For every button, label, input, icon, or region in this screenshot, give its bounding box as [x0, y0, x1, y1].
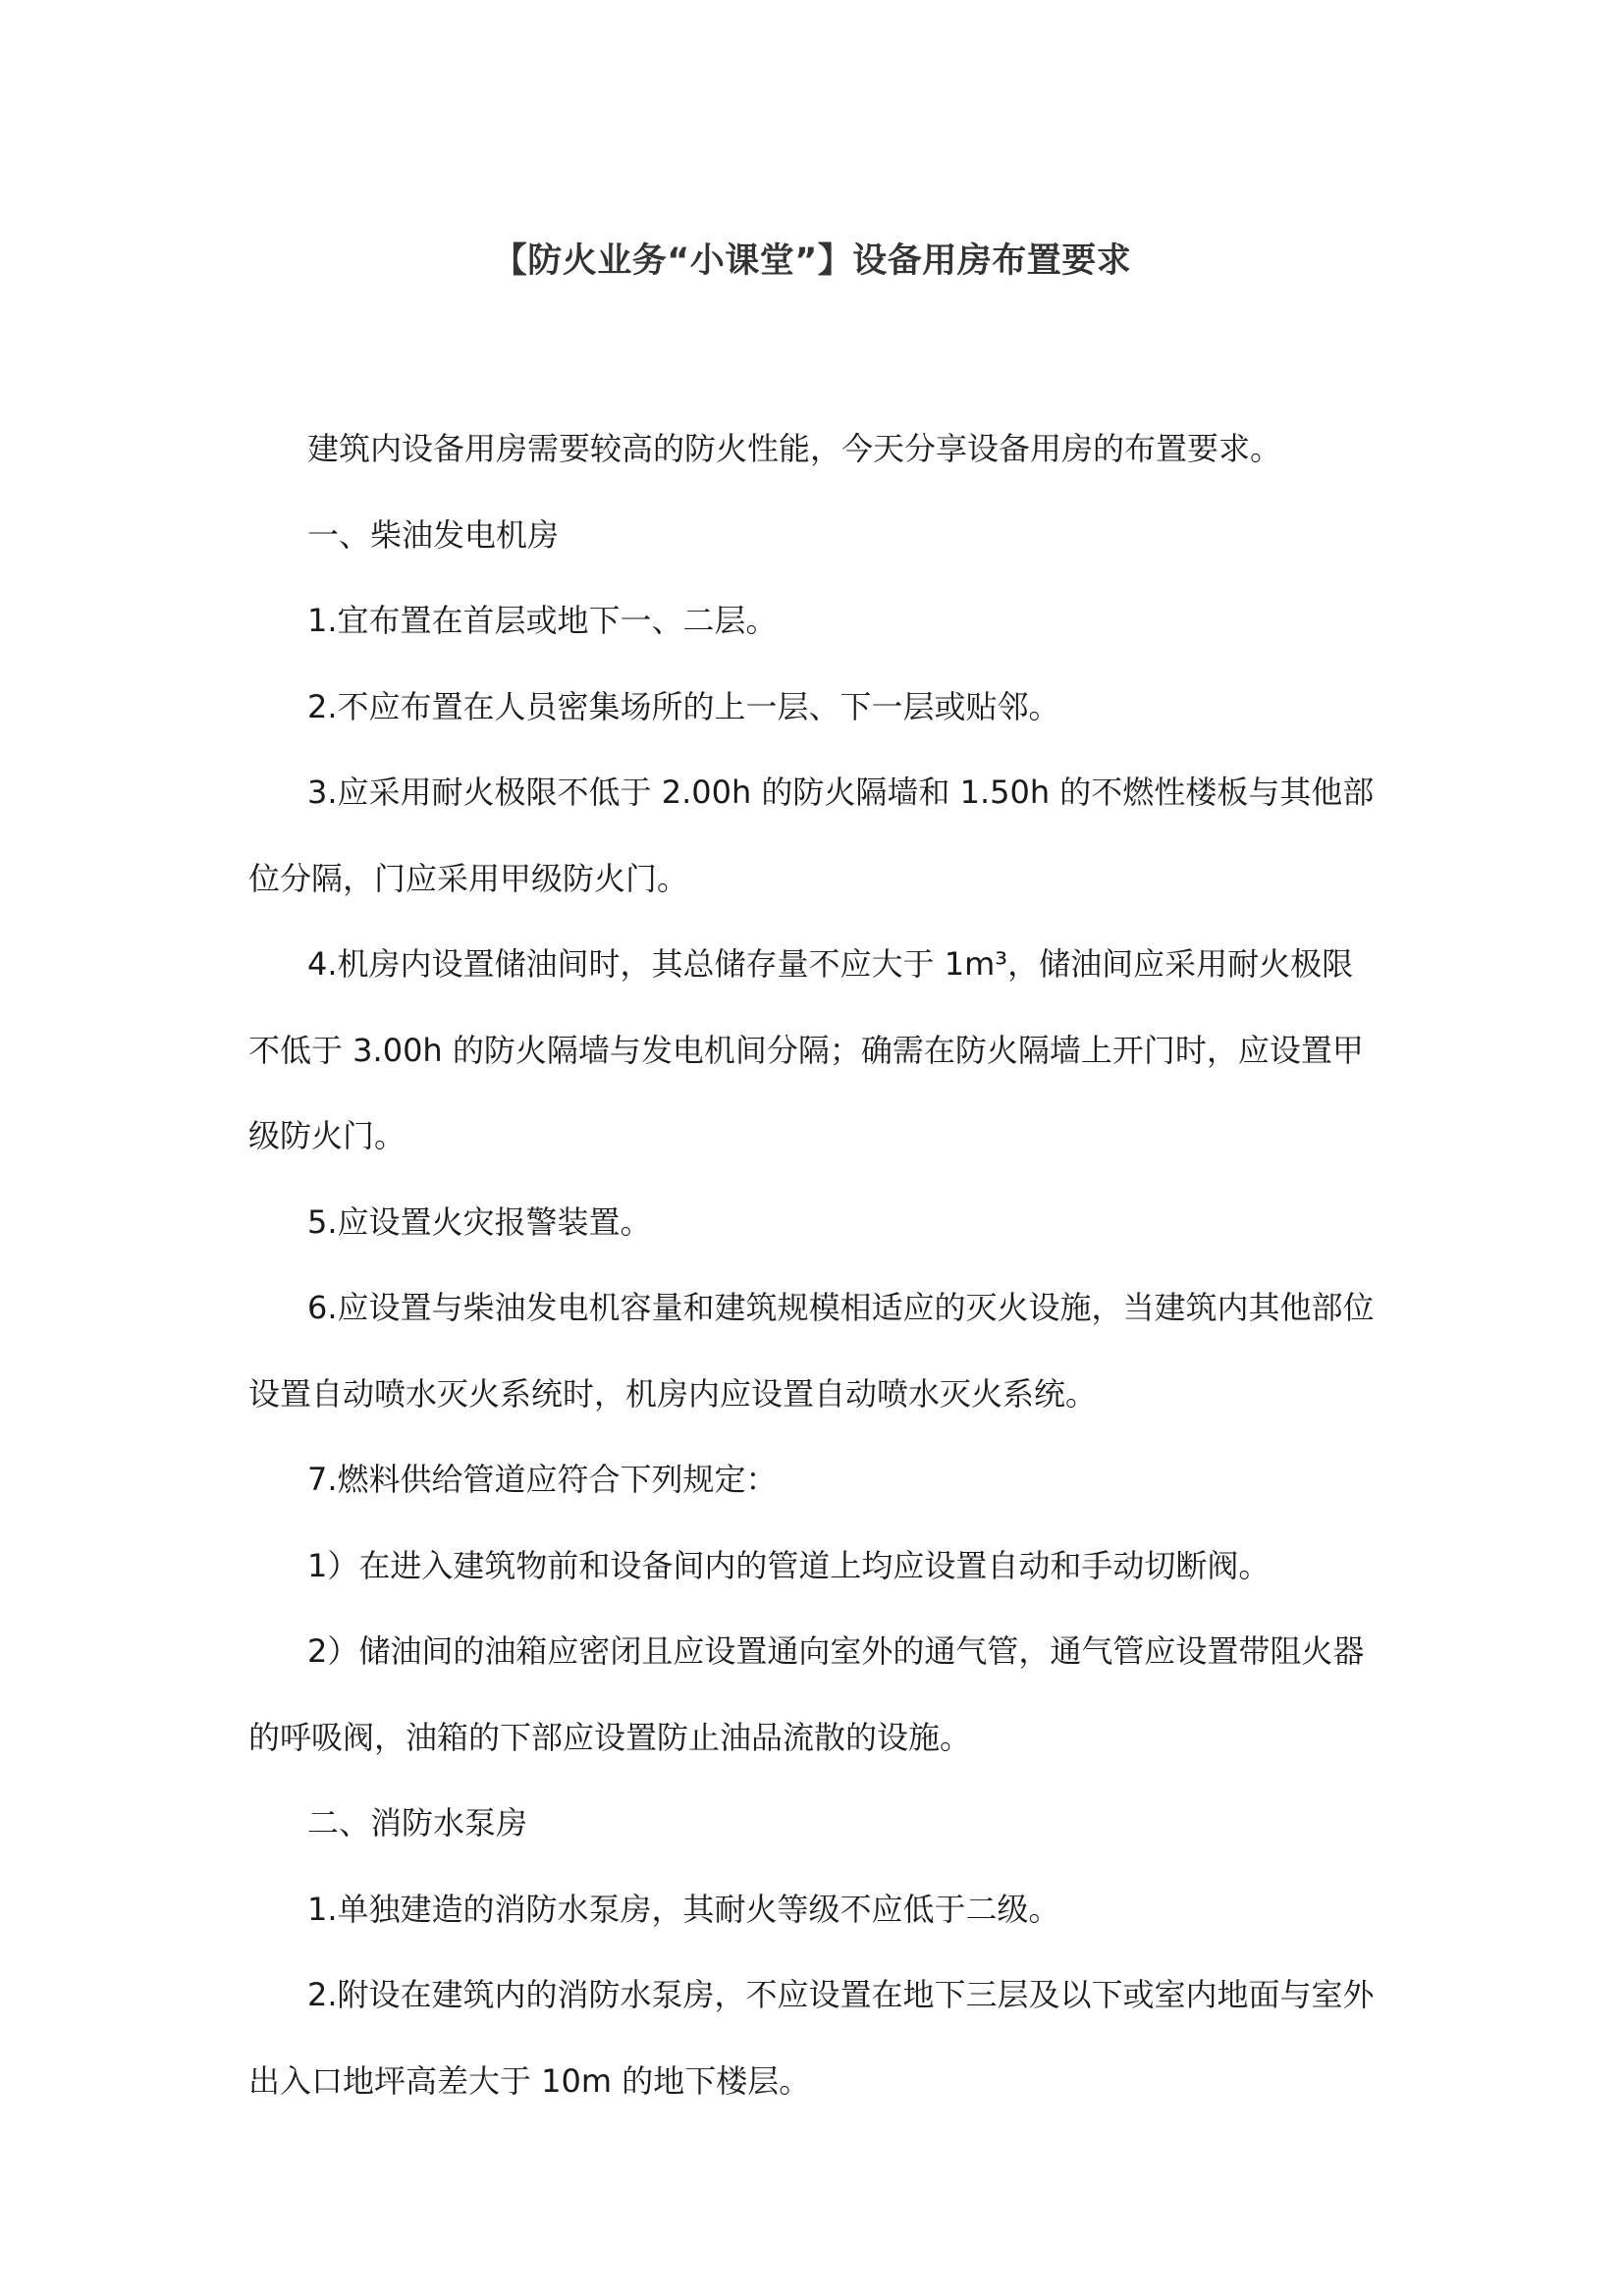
- paragraph-item: 7.燃料供给管道应符合下列规定：: [307, 1461, 778, 1498]
- paragraph-item: 2.不应布置在人员密集场所的上一层、下一层或贴邻。: [307, 687, 1060, 725]
- paragraph-item: 5.应设置火灾报警装置。: [307, 1202, 652, 1241]
- section-heading-diesel-generator-room: 一、柴油发电机房: [307, 515, 560, 554]
- paragraph-item: 2.附设在建筑内的消防水泵房，不应设置在地下三层及以下或室内地面与室外出入口地坪高差大于 10m 的地下楼层。: [248, 1976, 1375, 2100]
- paragraph-subitem: 2）储油间的油箱应密闭且应设置通向室外的通气管，通气管应设置带阻火器的呼吸阀，油箱的下部应设置防止油品流散的设施。: [248, 1632, 1365, 1756]
- paragraph-item: 4.机房内设置储油间时，其总储存量不应大于 1m³，储油间应采用耐火极限不低于 3.00h 的防火隔墙与发电机间分隔；确需在防火隔墙上开门时，应设置甲级防火门。: [248, 945, 1364, 1154]
- paragraph-item: 3.应采用耐火极限不低于 2.00h 的防火隔墙和 1.50h 的不燃性楼板与其他部位分隔，门应采用甲级防火门。: [248, 774, 1375, 897]
- paragraph-item: 1.单独建造的消防水泵房，其耐火等级不应低于二级。: [307, 1890, 1060, 1928]
- paragraph-item: 1.宜布置在首层或地下一、二层。: [307, 602, 778, 639]
- section-heading-fire-pump-room: 二、消防水泵房: [307, 1804, 528, 1842]
- document-title: 【防火业务“小课堂”】设备用房布置要求: [492, 241, 1132, 281]
- document-body: [248, 406, 1380, 2124]
- paragraph-subitem: 1）在进入建筑物前和设备间内的管道上均应设置自动和手动切断阀。: [307, 1546, 1271, 1584]
- paragraph-intro: 建筑内设备用房需要较高的防火性能，今天分享设备用房的布置要求。: [307, 430, 1282, 467]
- paragraph-item: 6.应设置与柴油发电机容量和建筑规模相适应的灭火设施，当建筑内其他部位设置自动喷水灭火系统时，机房内应设置自动喷水灭火系统。: [248, 1289, 1375, 1413]
